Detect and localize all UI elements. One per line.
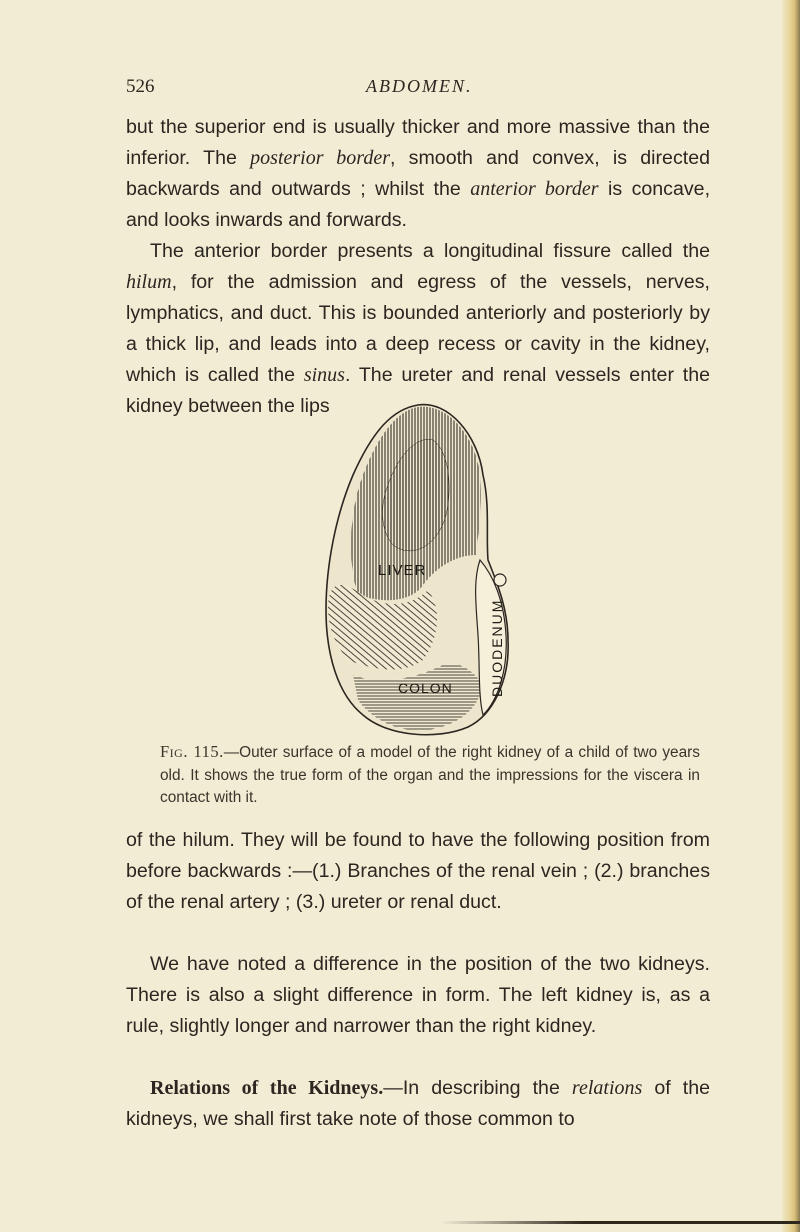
- running-head: [126, 76, 686, 104]
- page-number: 526: [126, 76, 155, 97]
- page-bottom-shadow: [440, 1221, 800, 1224]
- paragraph-3: of the hilum. They will be found to have the following position from before backwards :—(1.) Branches of the renal vein ; (2.) branches of the renal artery ; (3.) ureter or renal duct.: [126, 829, 710, 913]
- figure-caption: Fig. 115.—Outer surface of a model of the right kidney of a child of two years old. It shows the true form of the organ and the impressions for the viscera in contact with it.: [160, 742, 700, 806]
- paragraph-5: Relations of the Kidneys.—In describing the relations of the kidneys, we shall first take note of those common to: [126, 1077, 710, 1130]
- kidney-figure: [318, 395, 518, 745]
- paragraph-4: We have noted a difference in the position of the two kidneys. There is also a slight difference in form. The left kidney is, as a rule, slightly longer and narrower than the right kidney.: [126, 953, 710, 1037]
- paragraph-2: The anterior border presents a longitudinal fissure called the hilum, for the admission and egress of the vessels, nerves, lymphatics, and duct. This is bounded anteriorly and posteriorly by a thick lip, and leads into a deep recess or cavity in the kidney, which is called the sinus. The ureter and renal vessels enter the kidney between the lips: [126, 240, 710, 417]
- label-colon: COLON: [398, 680, 453, 696]
- page-edge-shadow: [782, 0, 800, 1232]
- label-liver: LIVER: [378, 562, 427, 579]
- label-duodenum: DUODENUM: [489, 598, 505, 697]
- paragraph-1: but the superior end is usually thicker and more massive than the inferior. The posterior border, smooth and convex, is directed backwards and outwards ; whilst the anterior border is concave, and looks inwards and forwards.: [126, 116, 711, 231]
- running-title: ABDOMEN.: [366, 76, 473, 96]
- kidney-illustration: [318, 395, 518, 745]
